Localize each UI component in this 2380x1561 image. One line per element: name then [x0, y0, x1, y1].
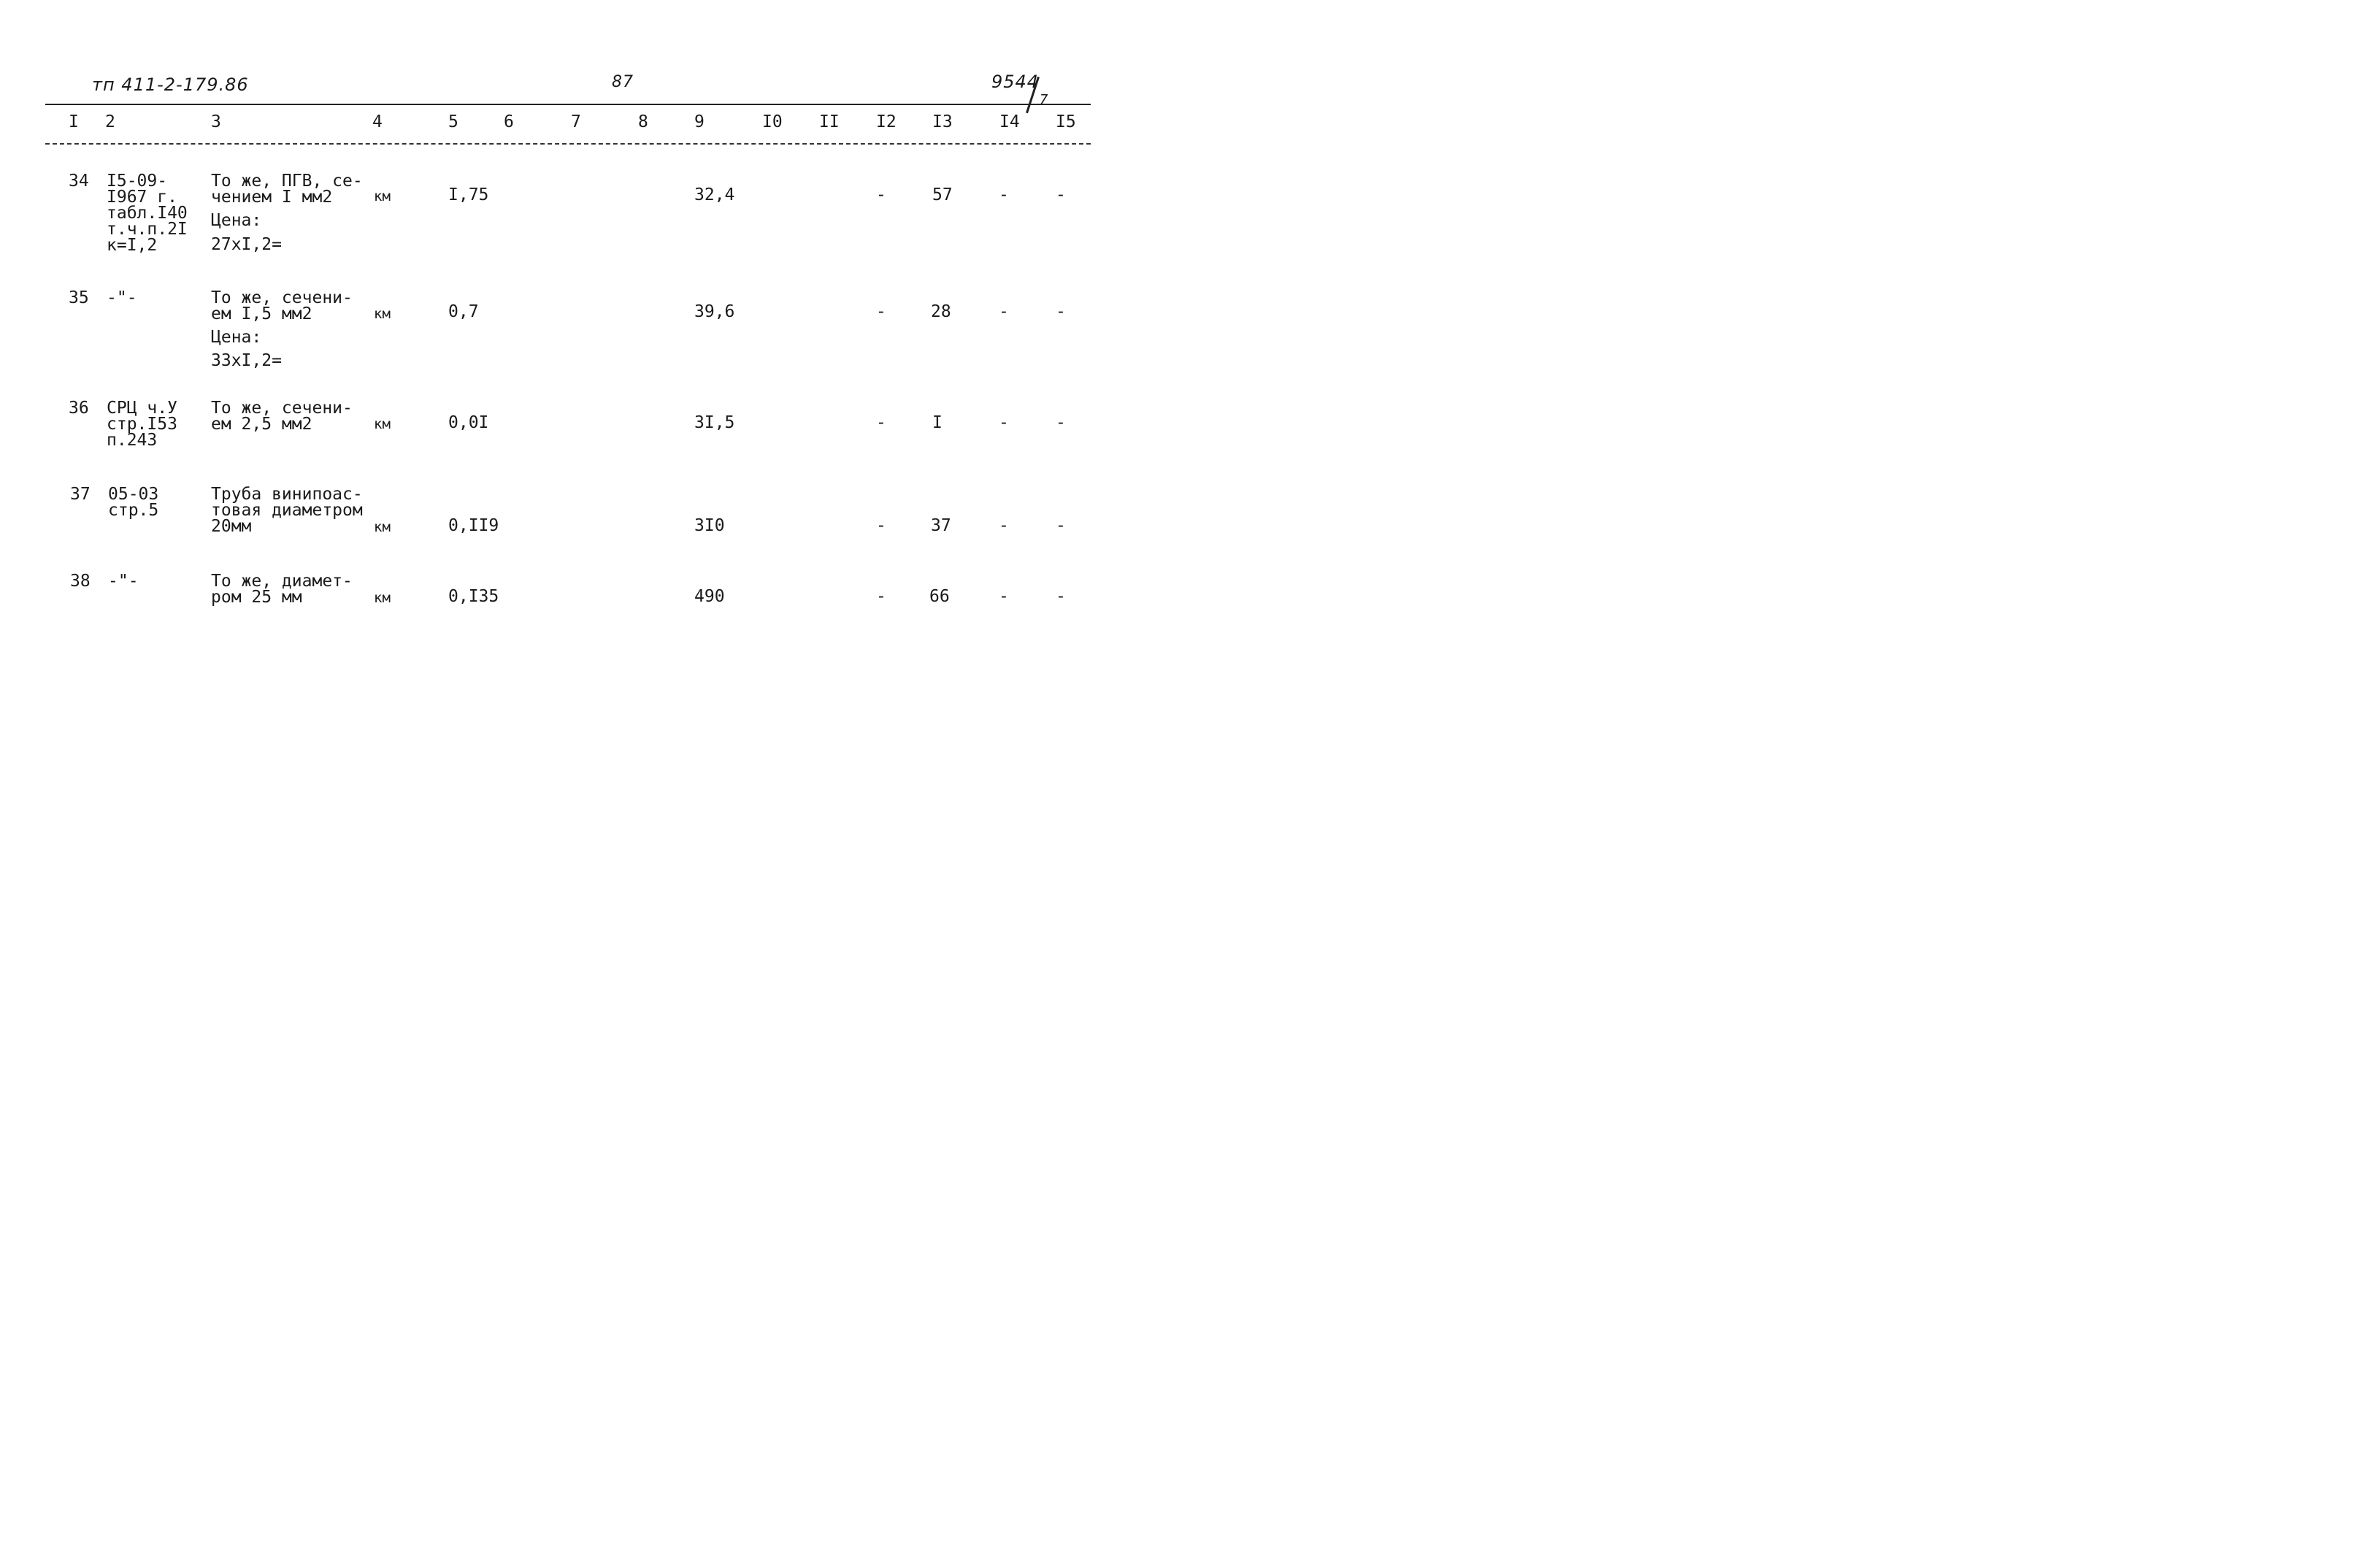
quantity-cell: 0,I35: [448, 587, 499, 606]
unit-cell: км: [374, 416, 391, 432]
column-number-7: 7: [571, 112, 581, 131]
col9-cell: 39,6: [694, 302, 735, 321]
quantity-cell: 0,0I: [448, 413, 489, 432]
description-cell: То же, диамет- ром 25 мм: [211, 572, 353, 607]
reference-cell: I5-09- I967 г. табл.I40 т.ч.п.2I к=I,2: [107, 172, 188, 255]
column-number-6: 6: [504, 112, 514, 131]
unit-cell: км: [374, 590, 391, 606]
col13-cell: 57: [932, 185, 953, 204]
column-number-2: 2: [105, 112, 115, 131]
page-number: 87: [612, 73, 634, 91]
col13-cell: I: [932, 413, 943, 432]
column-number-4: 4: [372, 112, 383, 131]
col9-cell: 32,4: [694, 185, 735, 204]
col15-cell: -: [1056, 413, 1066, 432]
col13-cell: 28: [931, 302, 951, 321]
quantity-cell: 0,7: [448, 302, 479, 321]
document-code: тп 411-2-179.86: [92, 74, 249, 95]
col14-cell: -: [999, 516, 1009, 535]
column-number-3: 3: [211, 112, 221, 131]
col14-cell: -: [999, 587, 1009, 606]
col12-cell: -: [876, 413, 886, 432]
col14-cell: -: [999, 185, 1009, 204]
column-number-1: I: [69, 112, 79, 131]
column-number-10: I0: [762, 112, 783, 131]
column-number-13: I3: [932, 112, 953, 131]
col14-cell: -: [999, 413, 1009, 432]
col15-cell: -: [1056, 185, 1066, 204]
col12-cell: -: [876, 185, 886, 204]
reference-cell: -"-: [107, 288, 137, 307]
description-cell: То же, сечени- ем I,5 мм2: [211, 288, 353, 323]
quantity-cell: I,75: [448, 185, 489, 204]
description-cell: То же, сечени- ем 2,5 мм2: [211, 399, 353, 434]
reference-cell: -"-: [108, 572, 139, 591]
unit-cell: км: [374, 519, 391, 535]
header-bottom-rule: [45, 143, 1091, 145]
row-number: 37: [70, 485, 91, 504]
column-number-15: I5: [1056, 112, 1076, 131]
column-number-5: 5: [448, 112, 458, 131]
col15-cell: -: [1056, 302, 1066, 321]
unit-cell: км: [374, 306, 391, 322]
price-formula: 33хI,2=: [211, 351, 282, 370]
header-top-rule: [45, 104, 1091, 105]
col13-cell: 37: [931, 516, 951, 535]
row-number: 36: [69, 399, 89, 418]
column-number-11: II: [819, 112, 840, 131]
row-number: 35: [69, 288, 89, 307]
description-cell: Труба винипоас- товая диаметром 20мм: [211, 485, 363, 536]
row-number: 38: [70, 572, 91, 591]
col12-cell: -: [876, 587, 886, 606]
sheet-suffix: 7: [1040, 92, 1049, 107]
column-number-14: I4: [999, 112, 1020, 131]
col15-cell: -: [1056, 516, 1066, 535]
col9-cell: 3I,5: [694, 413, 735, 432]
unit-cell: км: [374, 188, 391, 204]
col9-cell: 490: [694, 587, 725, 606]
col12-cell: -: [876, 516, 886, 535]
reference-cell: СРЦ ч.У стр.I53 п.243: [107, 399, 177, 450]
sheet-code: 9544: [991, 72, 1040, 92]
col13-cell: 66: [929, 587, 950, 606]
column-number-12: I2: [876, 112, 897, 131]
description-cell: То же, ПГВ, се- чением I мм2: [211, 172, 363, 207]
col12-cell: -: [876, 302, 886, 321]
col9-cell: 3I0: [694, 516, 725, 535]
row-number: 34: [69, 172, 89, 191]
price-formula: 27хI,2=: [211, 235, 282, 254]
column-number-9: 9: [694, 112, 705, 131]
price-label: Цена:: [211, 211, 262, 230]
quantity-cell: 0,II9: [448, 516, 499, 535]
price-label: Цена:: [211, 328, 262, 347]
column-number-8: 8: [638, 112, 648, 131]
col14-cell: -: [999, 302, 1009, 321]
col15-cell: -: [1056, 587, 1066, 606]
reference-cell: 05-03 стр.5: [108, 485, 159, 520]
